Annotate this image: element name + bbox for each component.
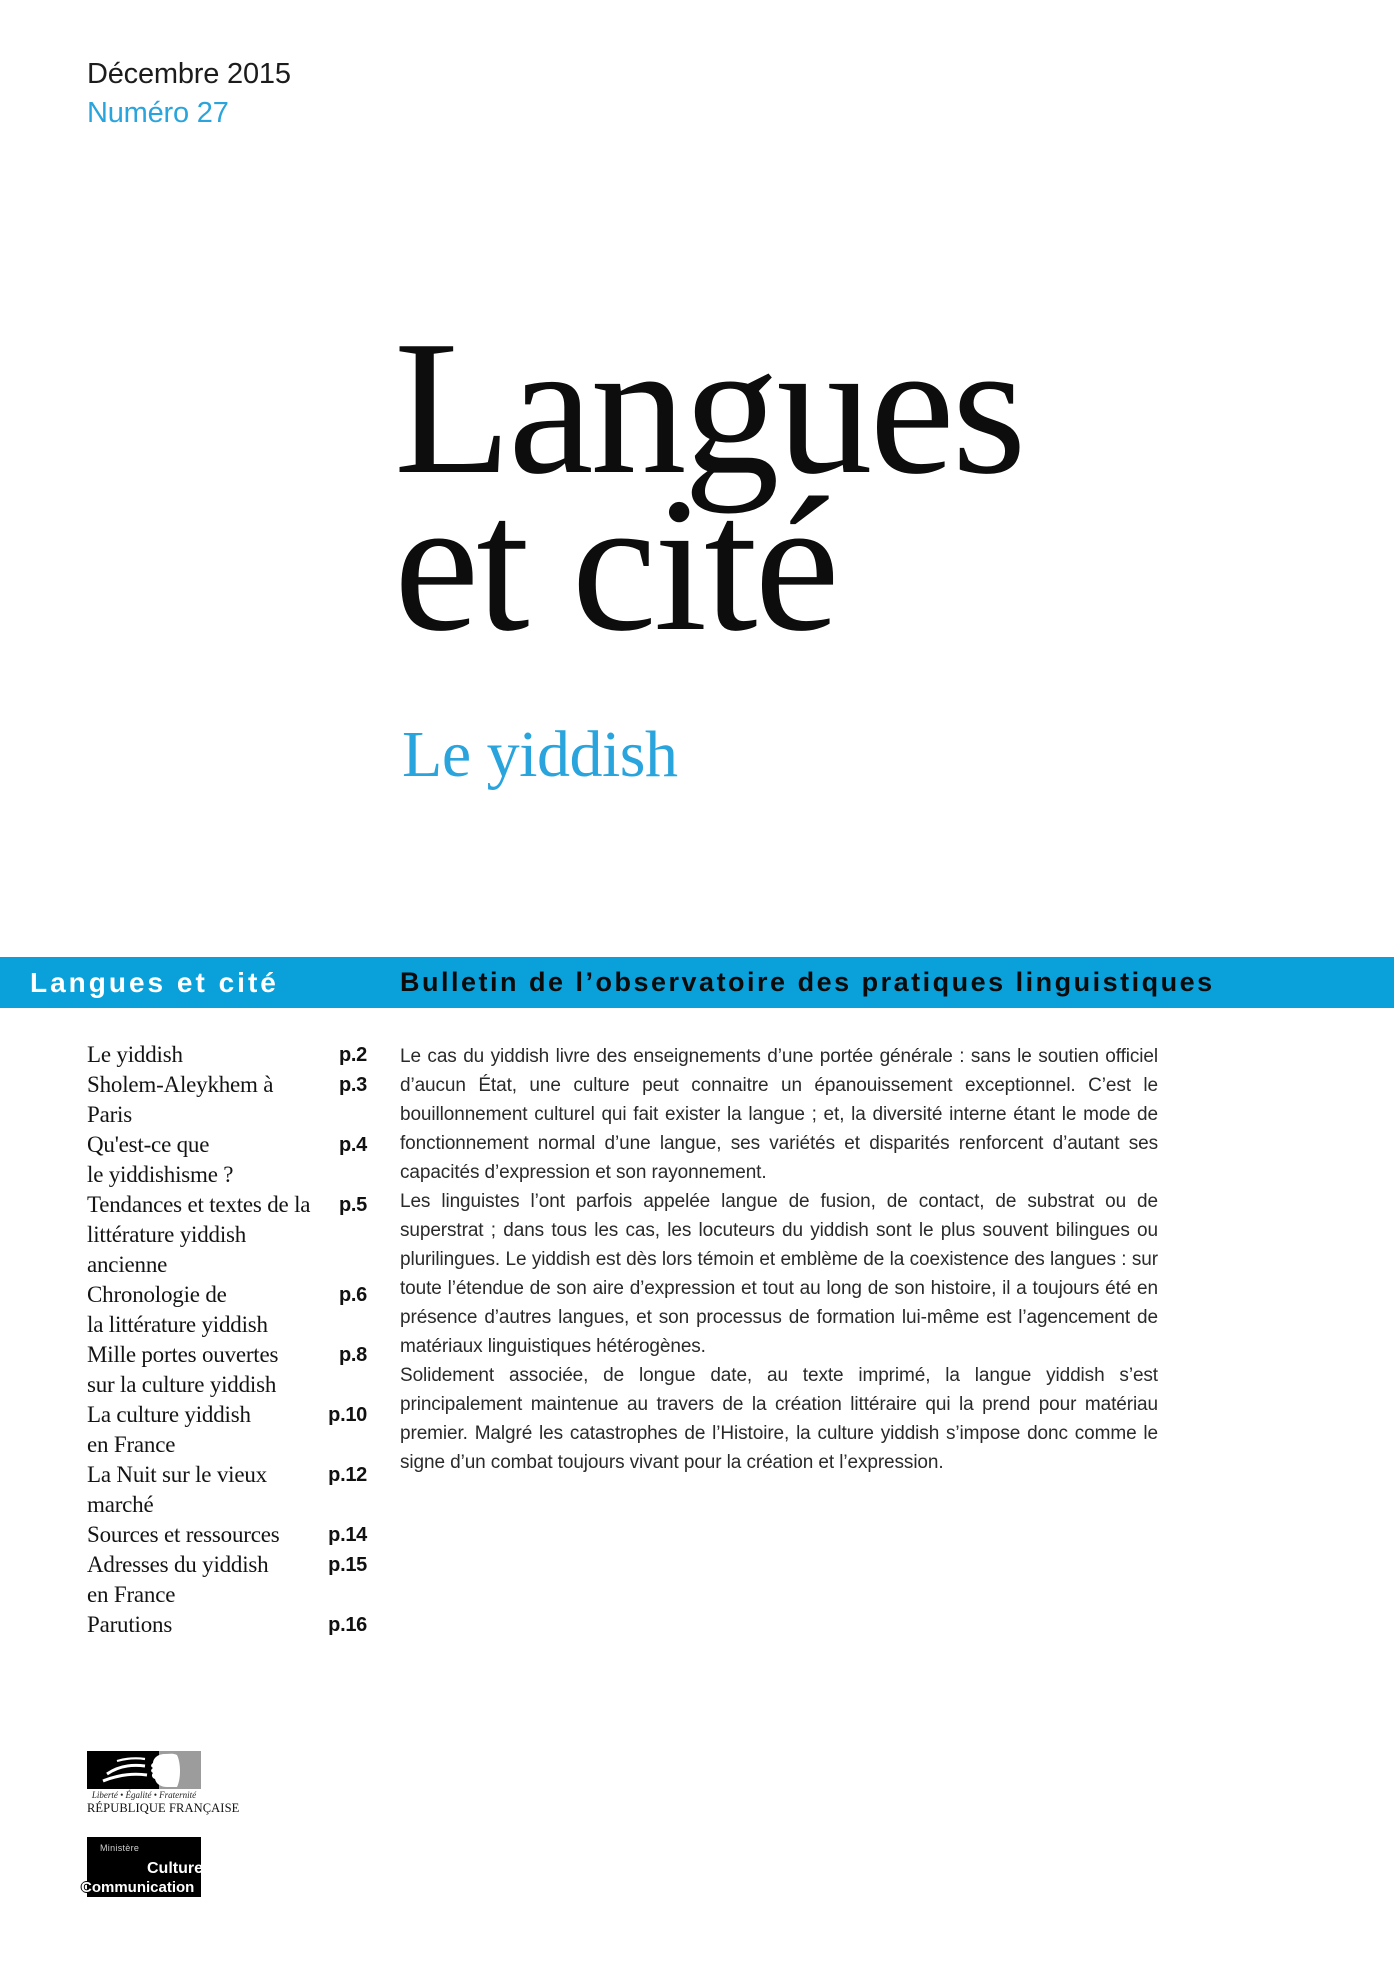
toc-item-title: Sources et ressources (87, 1522, 280, 1547)
toc-item (87, 1460, 367, 1520)
banner-bar (0, 957, 1394, 1008)
issue-date: Décembre 2015 (87, 58, 291, 90)
toc-item (87, 1280, 367, 1340)
toc-item (87, 1190, 367, 1280)
toc-item-title: Sholem-Aleykhem à Paris (87, 1072, 274, 1127)
toc-item-page: p.14 (328, 1524, 367, 1546)
toc-item-title: Parutions (87, 1612, 173, 1637)
masthead-title (394, 301, 1024, 671)
toc-item-page: p.2 (339, 1044, 367, 1066)
toc-item-title: Qu'est-ce que le yiddishisme ? (87, 1132, 234, 1187)
toc-item (87, 1340, 367, 1400)
toc-item-page: p.3 (339, 1074, 367, 1096)
republic-motto: Liberté • Égalité • Fraternité (91, 1790, 197, 1800)
marianne-flag-icon (87, 1751, 201, 1789)
toc-item-title: La culture yiddish en France (87, 1402, 251, 1457)
ministry-logo (81, 1837, 203, 1897)
toc-item-page: p.8 (339, 1344, 367, 1366)
toc-item-title: Chronologie de la littérature yiddish (87, 1282, 268, 1337)
toc-item-page: p.4 (339, 1134, 367, 1156)
toc-item-page: p.5 (339, 1194, 367, 1216)
masthead-title-line2: et cité (394, 458, 837, 671)
toc-item-title: La Nuit sur le vieux marché (87, 1462, 267, 1517)
toc-item-page: p.6 (339, 1284, 367, 1306)
banner-bulletin-title: Bulletin de l’observatoire des pratiques linguistiques (400, 967, 1215, 997)
intro-paragraph: Solidement associée, de longue date, au texte imprimé, la langue yiddish s’est principalement maintenue au travers de la création littéraire qui la prend pour matériau premier. Malgré les catastrophes de l’Histoire, la culture yiddish s’impose donc comme le signe d’un combat toujours vivant pour la création et l’expression. (400, 1365, 1158, 1473)
intro-text (400, 1042, 1158, 1477)
banner-brand: Langues et cité (30, 966, 279, 998)
toc-item-page: p.15 (328, 1554, 367, 1576)
toc-item-title: Le yiddish (87, 1042, 183, 1067)
ministry-label: Ministère (100, 1843, 140, 1853)
toc-item (87, 1520, 367, 1550)
ministry-communication-label: Communication (81, 1879, 195, 1896)
toc-item (87, 1400, 367, 1460)
toc-item-title: Mille portes ouvertes sur la culture yiddish (87, 1342, 279, 1397)
intro-paragraph: Les linguistes l’ont parfois appelée langue de fusion, de contact, de substrat ou de superstrat ; dans tous les cas, les locuteurs du yiddish sont le plus souvent bilingues ou plurilingues. Le yiddish est dès lors témoin et emblème de la coexistence des langues : sur toute l’étendue de son aire d’expression et tout au long de son histoire, il a toujours été en présence d’autres langues, et son processus de formation lui-même est l’agencement de matériaux linguistiques hétérogènes. (400, 1191, 1158, 1357)
toc-item-page: p.10 (328, 1404, 367, 1426)
intro-paragraph: Le cas du yiddish livre des enseignements d’une portée générale : sans le soutien officiel d’aucun État, une culture peut connaitre un épanouissement exceptionnel. C’est le bouillonnement culturel qui fait exister la langue ; et, la diversité interne étant le mode de fonctionnement normal d’une langue, ses variétés et disparités renforcent d’autant ses capacités d’expression et son rayonnement. (400, 1046, 1158, 1183)
toc-list (87, 1040, 367, 1640)
toc-item (87, 1550, 367, 1610)
toc-item (87, 1040, 367, 1070)
masthead-title-line1: Langues (394, 301, 1024, 514)
toc-item-title: Tendances et textes de la littérature yiddish ancienne (87, 1192, 311, 1277)
toc-item-title: Adresses du yiddish en France (87, 1552, 269, 1607)
toc-item (87, 1130, 367, 1190)
issue-number: Numéro 27 (87, 97, 229, 129)
toc-item (87, 1070, 367, 1130)
toc-item (87, 1610, 367, 1640)
issue-theme-title: Le yiddish (402, 718, 678, 791)
republique-francaise-label: RÉPUBLIQUE FRANÇAISE (87, 1801, 240, 1815)
ministry-culture-label: Culture (147, 1860, 203, 1877)
toc-item-page: p.16 (328, 1614, 367, 1636)
toc-item-page: p.12 (328, 1464, 367, 1486)
